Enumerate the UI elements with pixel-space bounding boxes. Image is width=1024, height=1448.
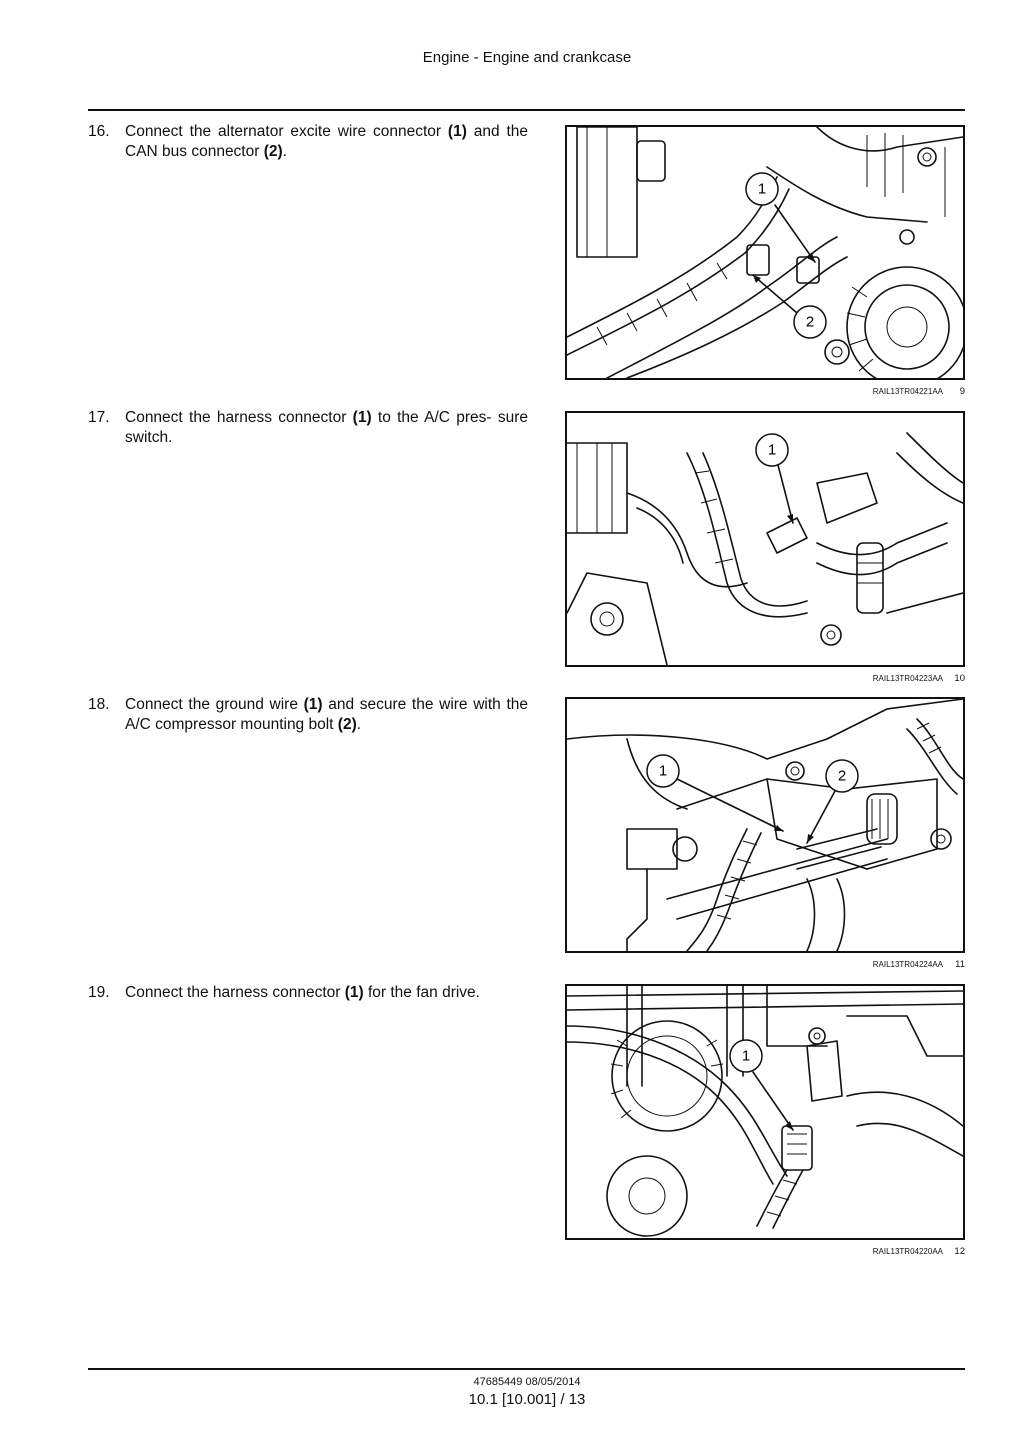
figure-10-illustration — [565, 411, 965, 667]
callout-1 — [730, 1040, 762, 1072]
step-number: 16. — [88, 123, 110, 140]
callout-2 — [794, 306, 826, 338]
step-16 — [88, 122, 528, 162]
step-18 — [88, 695, 528, 735]
header-rule — [88, 109, 965, 111]
callout-1 — [746, 173, 778, 205]
figure-code: RAIL13TR04221AA — [872, 387, 943, 396]
figure-code: RAIL13TR04224AA — [872, 960, 943, 969]
step-text: Connect the harness connector (1) for the fan drive. — [125, 984, 480, 1001]
figure-number: 10 — [954, 673, 965, 684]
figure-11-illustration — [565, 697, 965, 953]
footer-document-id: 47685449 08/05/2014 — [473, 1376, 581, 1388]
svg-text:1: 1 — [741, 1047, 751, 1065]
figure-number: 9 — [959, 386, 965, 397]
step-17 — [88, 408, 528, 448]
figure-code: RAIL13TR04223AA — [872, 674, 943, 683]
figure-9-illustration — [565, 125, 965, 380]
callout-2 — [826, 760, 858, 792]
svg-text:1: 1 — [658, 762, 668, 780]
step-text: Connect the alternator excite wire connector (1) and the CAN bus connector (2). — [125, 123, 528, 160]
figure-12-illustration — [565, 984, 965, 1240]
page-header-title: Engine - Engine and crankcase — [422, 49, 632, 66]
footer-rule — [88, 1368, 965, 1370]
step-text: Connect the ground wire (1) and secure the wire with the A/C compressor mounting bolt (2). — [125, 696, 528, 733]
figure-number: 12 — [954, 1246, 965, 1257]
step-number: 18. — [88, 696, 110, 713]
svg-text:2: 2 — [805, 313, 815, 331]
callout-1 — [756, 434, 788, 466]
figure-code: RAIL13TR04220AA — [872, 1247, 943, 1256]
step-text: Connect the harness connector (1) to the A/C pres- sure switch. — [125, 409, 528, 446]
step-19 — [88, 983, 528, 1003]
callout-1 — [647, 755, 679, 787]
svg-text:1: 1 — [757, 180, 767, 198]
step-number: 17. — [88, 409, 110, 426]
footer-page-number: 10.1 [10.001] / 13 — [468, 1391, 586, 1408]
svg-text:1: 1 — [767, 441, 777, 459]
svg-text:2: 2 — [837, 767, 847, 785]
figure-number: 11 — [955, 959, 965, 970]
step-number: 19. — [88, 984, 110, 1001]
